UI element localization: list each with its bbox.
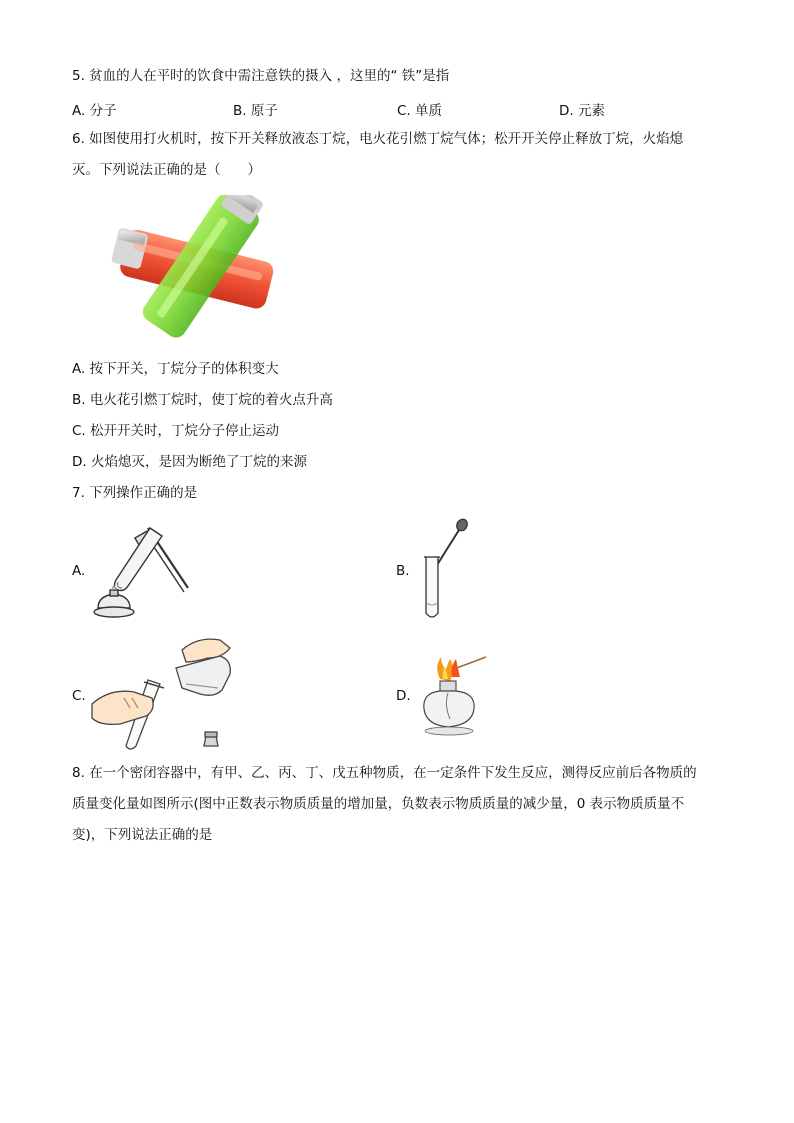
q5-option-d: D. 元素 (559, 103, 605, 119)
q7-option-b-label: B. (396, 563, 410, 579)
q5-option-c: C. 单质 (397, 103, 443, 119)
q6-option-b: B. 电火花引燃丁烷时，使丁烷的着火点升高 (72, 392, 333, 408)
q7-option-d-label: D. (396, 688, 411, 704)
q5-option-a: A. 分子 (72, 103, 117, 119)
q8-stem-line3: 变)，下列说法正确的是 (72, 827, 213, 843)
q8-stem-line1: 8. 在一个密闭容器中，有甲、乙、丙、丁、戊五种物质，在一定条件下发生反应，测得反应前后各物质的 (72, 765, 697, 781)
q6-option-d: D. 火焰熄灭，是因为断绝了丁烷的来源 (72, 454, 307, 470)
q6-stem-line1: 6. 如图使用打火机时，按下开关释放液态丁烷，电火花引燃丁烷气体；松开开关停止释放丁烷，火焰熄 (72, 131, 684, 147)
q6-option-c: C. 松开开关时，丁烷分子停止运动 (72, 423, 280, 439)
q5-option-b: B. 原子 (233, 103, 278, 119)
dropper-into-test-tube-icon (418, 517, 473, 622)
q5-stem: 5. 贫血的人在平时的饮食中需注意铁的摄入 ，这里的“ 铁”是指 (72, 68, 450, 84)
two-lighters-photo (100, 195, 275, 340)
q6-stem-line2: 灭。下列说法正确的是（ ） (72, 162, 261, 178)
heating-test-tube-icon (88, 520, 193, 625)
q6-option-a: A. 按下开关，丁烷分子的体积变大 (72, 361, 279, 377)
q5-options (72, 99, 712, 119)
q8-stem-line2: 质量变化量如图所示(图中正数表示物质质量的增加量，负数表示物质质量的减少量，0 表示物质质量不 (72, 796, 685, 812)
q7-option-a-label: A. (72, 563, 86, 579)
q7-option-c-label: C. (72, 688, 86, 704)
pouring-liquid-icon (90, 628, 240, 753)
lighting-alcohol-lamp-icon (414, 653, 494, 738)
q7-stem: 7. 下列操作正确的是 (72, 485, 198, 501)
